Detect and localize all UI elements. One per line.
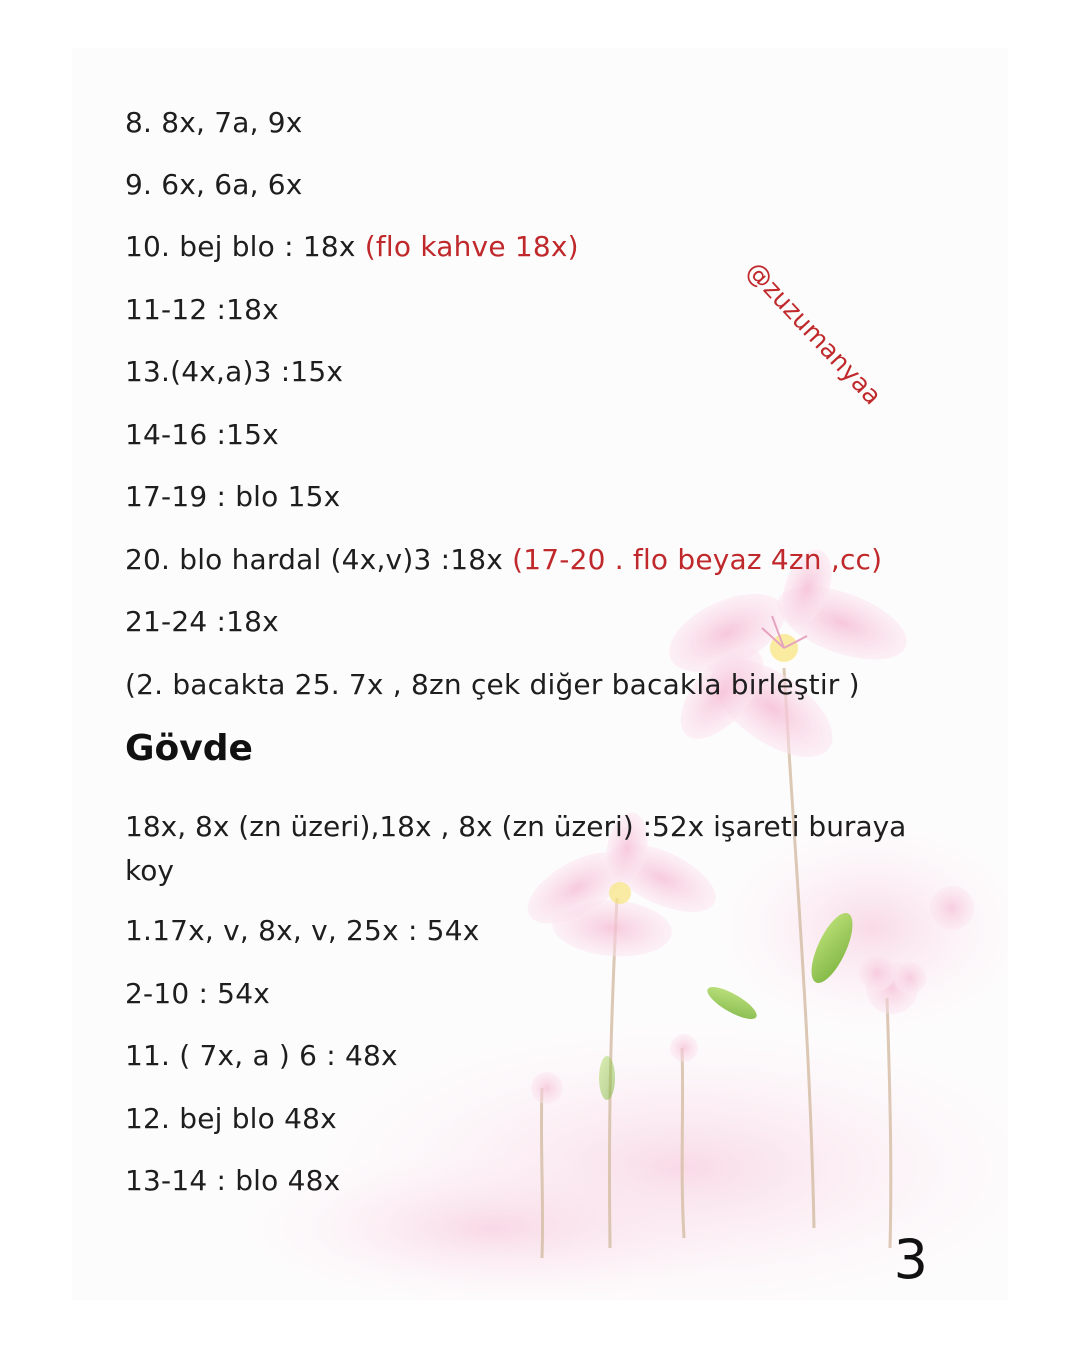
pattern-row: 21-24 :18x: [125, 605, 279, 638]
pattern-row: 17-19 : blo 15x: [125, 480, 341, 513]
pattern-row: 20. blo hardal (4x,v)3 :18x (17-20 . flo beyaz 4zn ,cc): [125, 543, 883, 576]
pattern-sheet: [72, 48, 1008, 1300]
pattern-row: 13-14 : blo 48x: [125, 1164, 341, 1197]
pattern-row: 18x, 8x (zn üzeri),18x , 8x (zn üzeri) :52x işareti buraya koy: [125, 810, 907, 887]
pattern-row: 12. bej blo 48x: [125, 1102, 337, 1135]
pattern-row: 13.(4x,a)3 :15x: [125, 355, 344, 388]
color-note: (flo kahve 18x): [364, 230, 579, 263]
pattern-row: 8. 8x, 7a, 9x: [125, 106, 303, 139]
large-lily: [657, 543, 916, 776]
color-note: (17-20 . flo beyaz 4zn ,cc): [512, 543, 883, 576]
pattern-row: 9. 6x, 6a, 6x: [125, 168, 303, 201]
pattern-row: 1.17x, v, 8x, v, 25x : 54x: [125, 914, 480, 947]
pattern-row: 2-10 : 54x: [125, 977, 270, 1010]
pattern-row: 10. bej blo : 18x (flo kahve 18x): [125, 230, 579, 263]
section-title: Gövde: [125, 728, 253, 769]
page-number: 3: [893, 1228, 928, 1291]
pattern-row: 11-12 :18x: [125, 293, 279, 326]
pattern-row: 14-16 :15x: [125, 418, 279, 451]
instagram-watermark: @zuzumanyaa: [740, 256, 888, 411]
pattern-row: 11. ( 7x, a ) 6 : 48x: [125, 1039, 398, 1072]
pattern-row: (2. bacakta 25. 7x , 8zn çek diğer bacakla birleştir ): [125, 668, 860, 701]
